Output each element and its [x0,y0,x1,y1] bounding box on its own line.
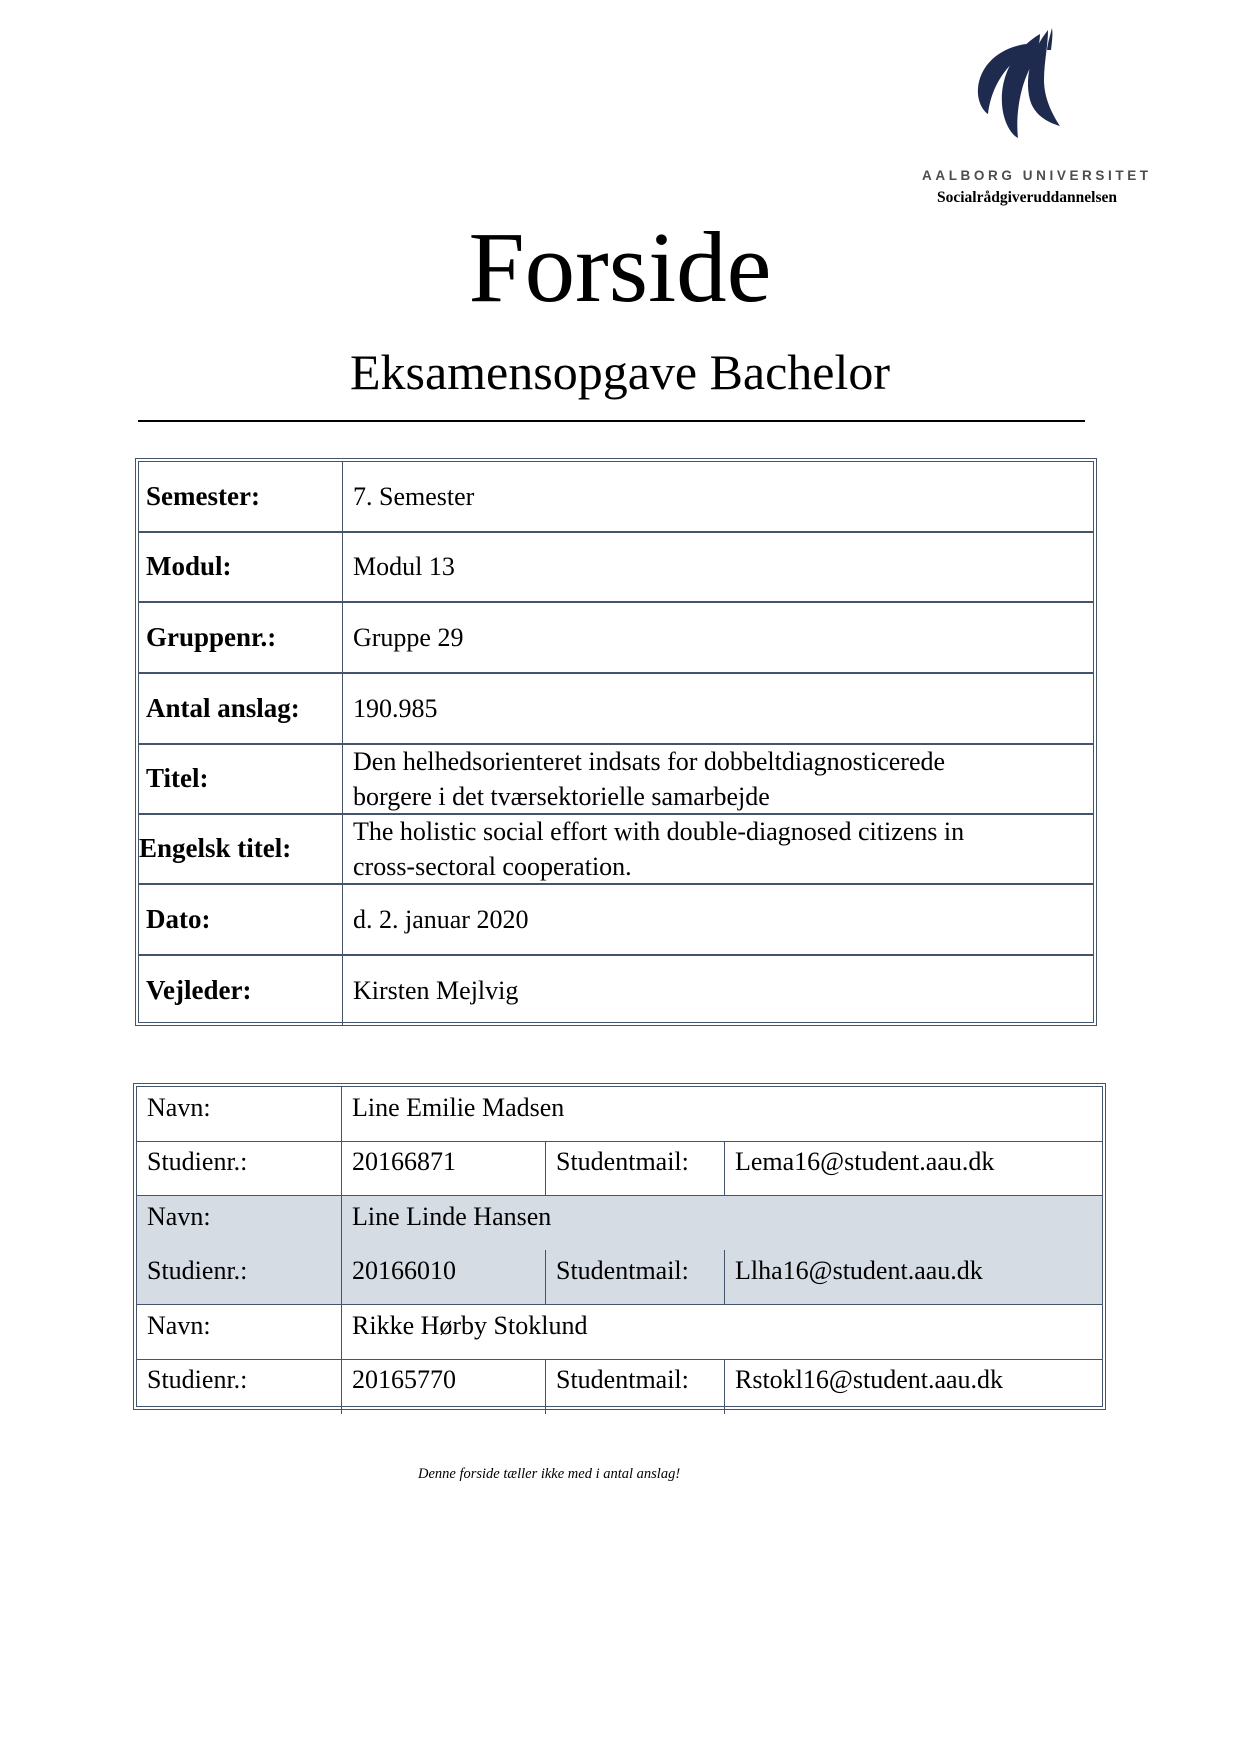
info-label: Dato: [139,885,343,954]
info-label: Engelsk titel: [139,814,343,883]
project-info-table [135,458,1097,1026]
info-label: Titel: [139,744,343,813]
info-row-group [139,603,1093,674]
page-subtitle: Eksamensopgave Bachelor [349,344,891,400]
student-number-row [137,1359,1102,1414]
english-title-line-2: cross-sectoral cooperation. [353,852,632,881]
mail-label: Studentmail: [545,1359,724,1414]
student-number-row [137,1250,1102,1305]
student-name: Line Emilie Madsen [341,1087,1102,1141]
student-number: 20166871 [341,1141,545,1195]
info-value: Modul 13 [353,551,455,581]
student-mail: Llha16@student.aau.dk [724,1250,1102,1304]
number-label: Studienr.: [147,1365,248,1394]
department-name: Socialrådgiveruddannelsen [937,189,1117,206]
separator-line [138,420,1085,422]
student-number: 20165770 [341,1359,545,1414]
info-label: Vejleder: [139,955,343,1026]
student-name: Line Linde Hansen [341,1196,1102,1250]
info-value: Kirsten Mejlvig [353,975,519,1005]
info-value: 7. Semester [353,481,475,511]
info-row-english-title [139,814,1093,885]
number-label: Studienr.: [147,1256,248,1285]
info-row-date [139,885,1093,956]
name-label: Navn: [147,1202,211,1231]
english-title-line-1: The holistic social effort with double-diagnosed citizens in [353,817,965,846]
info-label: Modul: [139,532,343,601]
student-number-row [137,1141,1102,1196]
page-title: Forside [468,211,772,323]
number-label: Studienr.: [147,1147,248,1176]
title-line-2: borgere i det tværsektorielle samarbejde [353,782,770,811]
info-value: d. 2. januar 2020 [353,904,529,934]
info-label: Antal anslag: [139,674,343,743]
info-row-char-count [139,674,1093,745]
student-mail: Lema16@student.aau.dk [724,1141,1102,1195]
mail-label: Studentmail: [545,1141,724,1195]
info-value [353,744,1085,813]
student-mail: Rstokl16@student.aau.dk [724,1359,1102,1414]
info-value: Gruppe 29 [353,622,464,652]
info-row-semester [139,462,1093,533]
name-label: Navn: [147,1311,211,1340]
student-name-row [137,1087,1102,1142]
info-label: Gruppenr.: [139,603,343,672]
mail-label: Studentmail: [545,1250,724,1304]
student-name-row [137,1196,1102,1251]
title-line-1: Den helhedsorienteret indsats for dobbeltdiagnosticerede [353,747,946,776]
info-label: Semester: [139,462,343,531]
student-name-row [137,1305,1102,1360]
name-label: Navn: [147,1093,211,1122]
aau-logo-icon [968,26,1088,144]
info-row-module [139,532,1093,603]
student-number: 20166010 [341,1250,545,1304]
student-table [133,1083,1106,1410]
info-value: 190.985 [353,693,438,723]
info-row-title [139,744,1093,815]
university-wordmark: AALBORG UNIVERSITET [922,168,1152,183]
footnote: Denne forside tæller ikke med i antal anslag! [418,1466,681,1482]
student-name: Rikke Hørby Stoklund [341,1305,1102,1359]
info-value [353,814,1085,883]
info-row-supervisor [139,955,1093,1026]
